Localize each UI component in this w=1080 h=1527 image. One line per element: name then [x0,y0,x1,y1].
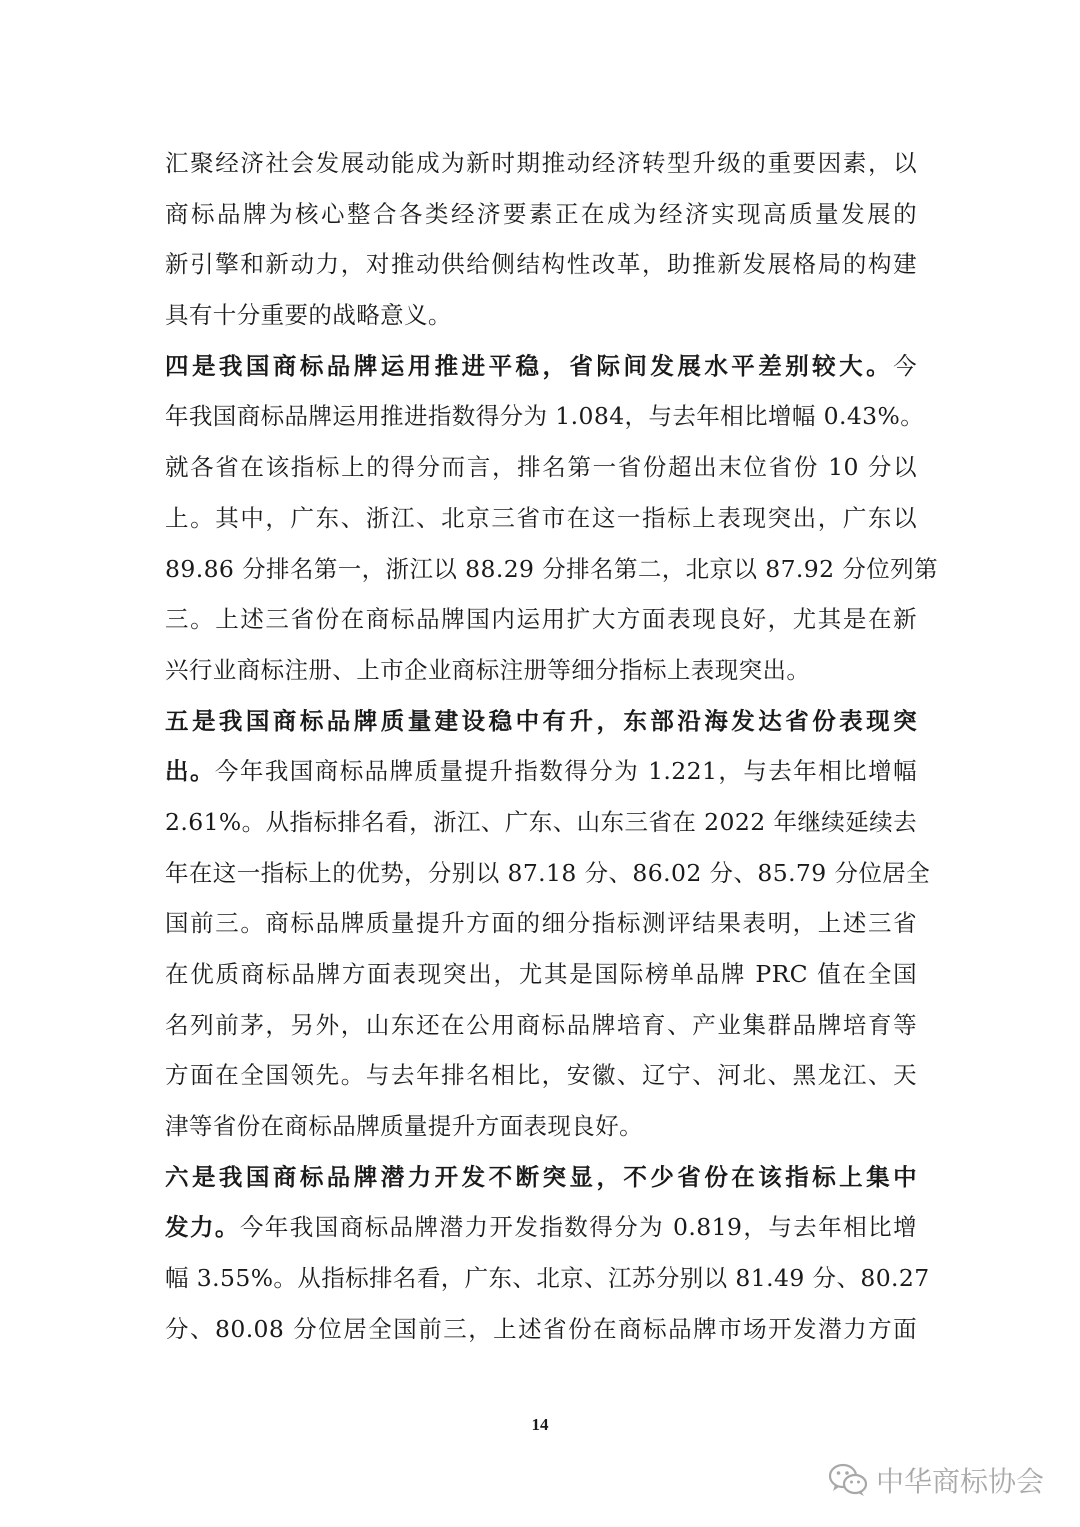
text-line [165,898,917,949]
text-line [165,1202,917,1253]
text-line [165,239,917,290]
body-text: 兴行业商标注册、上市企业商标注册等细分指标上表现突出。 [165,655,811,684]
body-text: 今年我国商标品牌潜力开发指数得分为 0.819，与去年相比增 [239,1213,918,1242]
text-line [165,696,917,747]
text-line [165,797,917,848]
page-number: 14 [531,1415,549,1434]
text-line [165,189,917,240]
text-line [165,1152,917,1203]
body-text: 上。其中，广东、浙江、北京三省市在这一指标上表现突出，广东以 [165,503,917,532]
body-text: 幅 3.55%。从指标排名看，广东、北京、江苏分别以 81.49 分、80.27 [165,1264,930,1293]
text-line [165,1253,930,1304]
body-text: 分、80.08 分位居全国前三，上述省份在商标品牌市场开发潜力方面 [165,1314,917,1343]
body-text: 89.86 分排名第一，浙江以 88.29 分排名第二，北京以 87.92 分位列第 [165,554,938,583]
watermark [828,1458,1044,1502]
text-line [165,746,917,797]
body-text: 今年我国商标品牌质量提升指数得分为 1.221，与去年相比增幅 [214,757,917,786]
text-line [165,848,931,899]
text-line [165,1050,917,1101]
paragraph [165,1152,930,1355]
wechat-icon [828,1462,868,1498]
text-line [165,1101,917,1152]
document-body [165,138,938,1355]
text-line [165,1000,917,1051]
watermark-text: 中华商标协会 [875,1465,1044,1498]
body-text: 在优质商标品牌方面表现突出，尤其是国际榜单品牌 PRC 值在全国 [165,960,917,988]
text-line [165,544,938,595]
body-text: 年我国商标品牌运用推进指数得分为 1.084，与去年相比增幅 0.43%。 [165,402,925,431]
body-text: 三。上述三省份在商标品牌国内运用扩大方面表现良好，尤其是在新 [165,605,917,634]
body-text: 新引擎和新动力，对推动供给侧结构性改革，助推新发展格局的构建 [165,250,917,279]
bold-heading-text: 六是我国商标品牌潜力开发不断突显，不少省份在该指标上集中 [165,1162,917,1191]
body-text: 2.61%。从指标排名看，浙江、广东、山东三省在 2022 年继续延续去 [165,807,917,836]
body-text: 方面在全国领先。与去年排名相比，安徽、辽宁、河北、黑龙江、天 [165,1061,917,1090]
text-line [165,493,917,544]
text-line [165,341,917,392]
body-text: 具有十分重要的战略意义。 [165,301,452,330]
body-text: 汇聚经济社会发展动能成为新时期推动经济转型升级的重要因素，以 [165,149,917,177]
paragraph [165,138,917,341]
body-text: 年在这一指标上的优势，分别以 87.18 分、86.02 分、85.79 分位居全 [165,858,931,887]
text-line [165,594,917,645]
text-line [165,391,925,442]
body-text: 就各省在该指标上的得分而言，排名第一省份超出末位省份 10 分以 [165,453,917,482]
text-line [165,949,917,1000]
text-line [165,645,917,696]
text-line [165,442,917,493]
text-line [165,138,917,189]
body-text: 津等省份在商标品牌质量提升方面表现良好。 [165,1112,643,1141]
paragraph [165,341,938,696]
body-text: 今 [893,351,917,380]
body-text: 名列前茅，另外，山东还在公用商标品牌培育、产业集群品牌培育等 [165,1010,917,1039]
body-text: 国前三。商标品牌质量提升方面的细分指标测评结果表明，上述三省 [165,909,917,938]
text-line [165,290,917,341]
bold-heading-text: 出。 [165,757,215,786]
bold-heading-text: 发力。 [165,1213,240,1242]
text-line [165,1304,917,1355]
body-text: 商标品牌为核心整合各类经济要素正在成为经济实现高质量发展的 [165,199,917,228]
bold-heading-text: 四是我国商标品牌运用推进平稳，省际间发展水平差别较大。 [165,351,894,380]
paragraph [165,696,931,1152]
bold-heading-text: 五是我国商标品牌质量建设稳中有升，东部沿海发达省份表现突 [165,706,917,735]
